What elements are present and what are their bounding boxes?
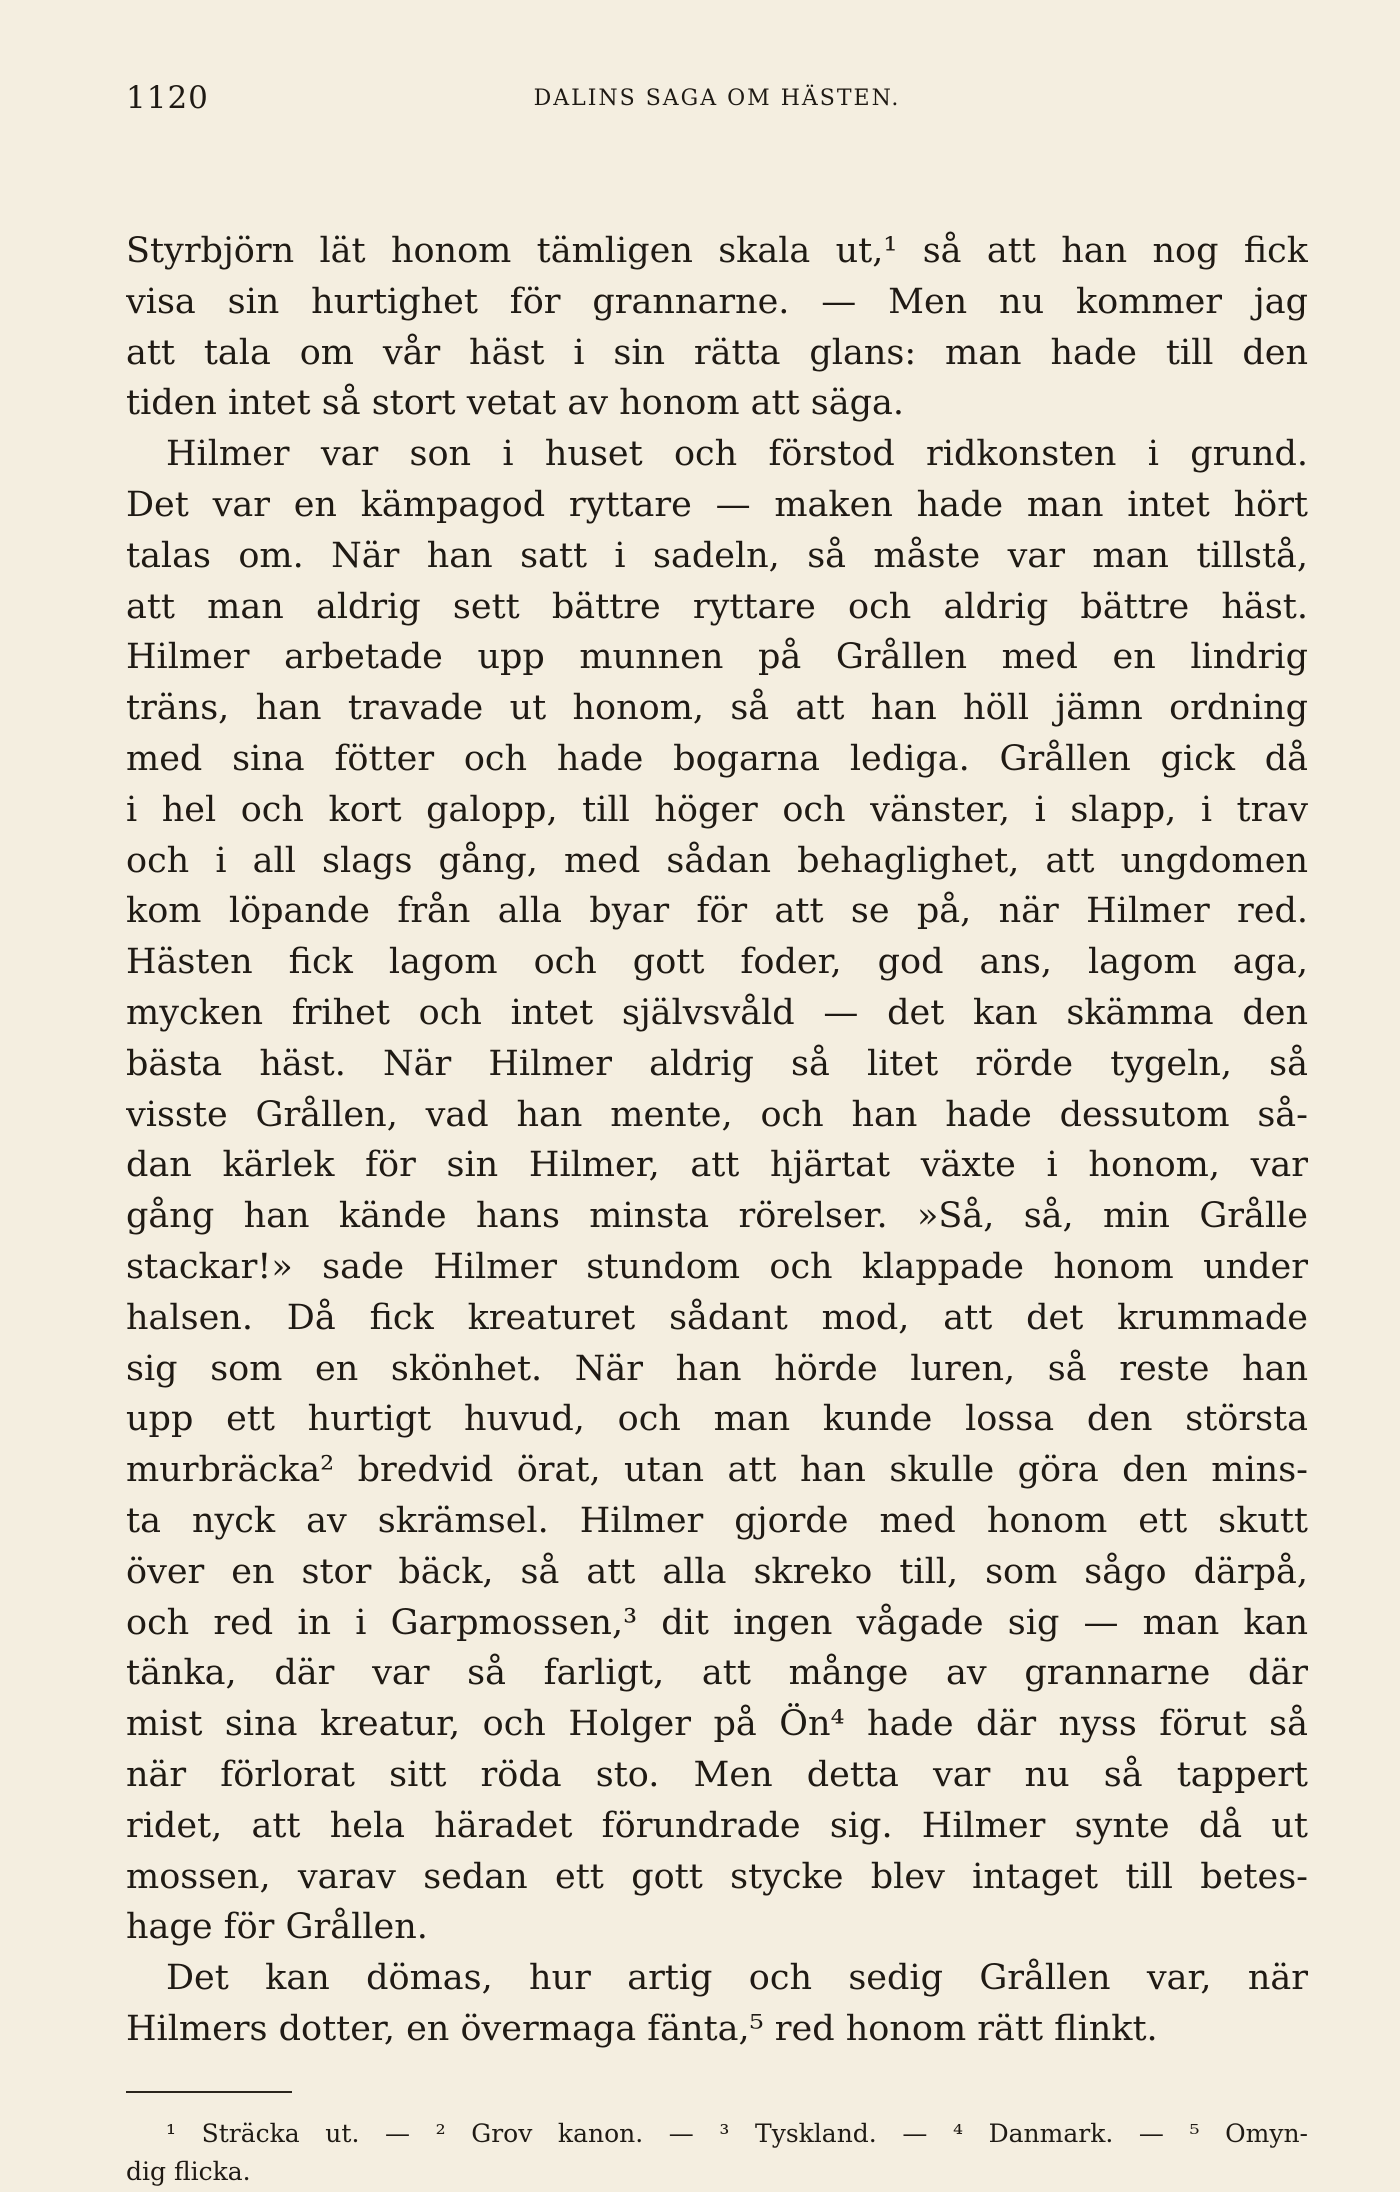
text-line: träns, han travade ut honom, så att han höll jämn ordning [126, 688, 1308, 729]
text-line: och i all slags gång, med sådan behaglighet, att ungdomen [126, 840, 1308, 881]
body-text [126, 226, 1308, 2055]
text-line: mossen, varav sedan ett gott stycke blev intaget till betes- [126, 1856, 1308, 1897]
text-line: hage för Grållen. [126, 1907, 428, 1948]
text-line: att tala om vår häst i sin rätta glans: man hade till den [126, 332, 1308, 373]
text-line: när förlorat sitt röda sto. Men detta var nu så tappert [126, 1754, 1308, 1795]
text-line: kom löpande från alla byar för att se på, när Hilmer red. [126, 891, 1308, 932]
text-line: att man aldrig sett bättre ryttare och aldrig bättre häst. [126, 586, 1308, 627]
text-line: Hilmer arbetade upp munnen på Grållen med en lindrig [126, 637, 1308, 678]
footnote-line: ¹ Sträcka ut. — ² Grov kanon. — ³ Tyskland. — ⁴ Danmark. — ⁵ Omyn- [166, 2118, 1308, 2148]
text-line: gång han kände hans minsta rörelser. »Så, så, min Grålle [126, 1196, 1308, 1237]
text-line: talas om. När han satt i sadeln, så måste var man tillstå, [126, 535, 1308, 576]
page-header [126, 80, 1308, 128]
text-line: halsen. Då fick kreaturet sådant mod, att det krummade [126, 1297, 1308, 1338]
text-line: och red in i Garpmossen,³ dit ingen vågade sig — man kan [126, 1602, 1308, 1643]
text-line: murbräcka² bredvid örat, utan att han skulle göra den mins- [126, 1450, 1308, 1491]
text-line: tiden intet så stort vetat av honom att säga. [126, 383, 904, 424]
text-line: ridet, att hela häradet förundrade sig. Hilmer synte då ut [126, 1805, 1308, 1846]
text-line: tänka, där var så farligt, att månge av grannarne där [126, 1653, 1308, 1694]
text-line: dan kärlek för sin Hilmer, att hjärtat växte i honom, var [126, 1145, 1308, 1186]
text-line: upp ett hurtigt huvud, och man kunde lossa den största [126, 1399, 1308, 1440]
text-line: visste Grållen, vad han mente, och han hade dessutom så- [126, 1094, 1308, 1135]
text-line: Hilmers dotter, en övermaga fänta,⁵ red honom rätt flinkt. [126, 2008, 1158, 2049]
running-title: DALINS SAGA OM HÄSTEN. [533, 86, 901, 111]
footnote-rule [126, 2091, 292, 2093]
footnotes [126, 2091, 1308, 2191]
text-line: stackar!» sade Hilmer stundom och klappade honom under [126, 1246, 1308, 1287]
text-line: Hilmer var son i huset och förstod ridkonsten i grund. [166, 434, 1308, 475]
text-line: sig som en skönhet. När han hörde luren, så reste han [126, 1348, 1308, 1389]
text-line: Styrbjörn lät honom tämligen skala ut,¹ så att han nog fick [126, 231, 1308, 271]
text-line: visa sin hurtighet för grannarne. — Men nu kommer jag [126, 281, 1308, 322]
text-line: över en stor bäck, så att alla skreko till, som sågo därpå, [126, 1551, 1308, 1592]
text-line: Hästen fick lagom och gott foder, god ans, lagom aga, [126, 942, 1308, 983]
text-line: i hel och kort galopp, till höger och vänster, i slapp, i trav [126, 789, 1308, 830]
text-line: mist sina kreatur, och Holger på Ön⁴ hade där nyss förut så [126, 1704, 1308, 1745]
text-line: ta nyck av skrämsel. Hilmer gjorde med honom ett skutt [126, 1500, 1308, 1541]
text-line: med sina fötter och hade bogarna lediga. Grållen gick då [126, 738, 1308, 779]
text-line: Det kan dömas, hur artig och sedig Grållen var, när [166, 1958, 1308, 1999]
text-line: bästa häst. När Hilmer aldrig så litet rörde tygeln, så [126, 1043, 1308, 1084]
footnote-line: dig flicka. [126, 2156, 251, 2186]
text-line: mycken frihet och intet självsvåld — det kan skämma den [126, 992, 1308, 1033]
page-number: 1120 [126, 80, 209, 116]
text-line: Det var en kämpagod ryttare — maken hade man intet hört [126, 484, 1308, 525]
